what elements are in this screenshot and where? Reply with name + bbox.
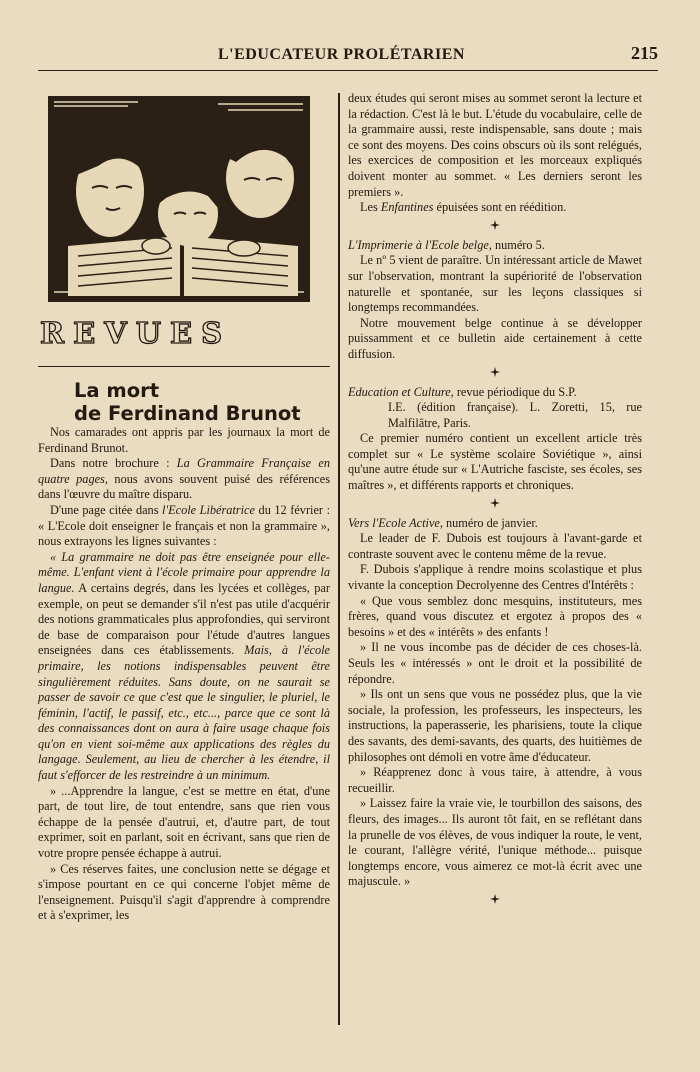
- paragraph: Le leader de F. Dubois est toujours à l'avant-garde et contraste souvent avec le contenu même de la revue.: [348, 531, 642, 561]
- quotation: « La grammaire ne doit pas être enseignée pour elle-même. L'enfant vient à l'école primaire pour apprendre la langue. A certains degrés, dans les lycées et collèges, par exemple, on peut se demander s'il n'est pas utile d'acquérir des notions grammaticales plus approfondies, qui serviront de base de comparaison pour l'étude d'autres langues enseignées dans ces établissements. Mais, à l'école primaire, les notions indispensables peuvent être singulièrement réduites. Sans doute, on ne saurait se passer de savoir ce que c'est que le singulier, le pluriel, le féminin, l'actif, le passif, etc., etc..., parce que ce sont là des connaissances dont on aura à faire usage chaque fois qu'on en vient soi-même aux applications des règles du langage. Seulement, au lieu de chercher à les étendre, il faut s'efforcer de les restreindre à un minimum.: [38, 549, 331, 783]
- paragraph: deux études qui seront mises au sommet seront la lecture et la rédaction. C'est là le but. L'étude du vocabulaire, celle de la grammaire aussi, reste indispensable, sans doute ; mais ce sont des moyens. Des coins obscurs où ils sont relégués, les exercices de composition et les morceaux expliqués doivent monter au sommet. « Les derniers seront les premiers ».: [348, 91, 642, 199]
- section-rule: [38, 366, 330, 367]
- headline-line-1: La mort: [74, 379, 160, 402]
- right-column: [348, 91, 642, 912]
- ornament-icon: [348, 892, 642, 906]
- running-header: [38, 40, 658, 71]
- paragraph: Les Enfantines épuisées sont en réédition.: [360, 200, 567, 215]
- paragraph: Le nº 5 vient de paraître. Un intéressant article de Mawet sur l'observation, montrant la supériorité de l'observation naturelle et spontanée, sur les leçons classiques si longtemps recommandées.: [348, 253, 642, 315]
- paragraph: Dans notre brochure : La Grammaire Française en quatre pages, nous avons souvent puisé des références dans l'œuvre du maître disparu.: [38, 456, 331, 502]
- paragraph: D'une page citée dans l'Ecole Libératrice du 12 février : « L'Ecole doit enseigner le français et non la grammaire », nous extrayons les lignes suivantes :: [38, 502, 330, 549]
- paragraph: » Ces réserves faites, une conclusion nette se dégage et s'impose pourtant en ce qui concerne l'objet même de l'enseignement. Puisqu'il s'agit d'apprendre à comprendre et à s'exprimer, les: [38, 861, 330, 923]
- headline-line-2: de Ferdinand Brunot: [74, 402, 301, 425]
- quotation: » ...Apprendre la langue, c'est se mettre en état, d'une part, de tout lire, de tout entendre, sans que rien vous échappe de la pensée d'autrui, et, d'autre part, de tout exprimer, soit en parlant, soit en écrivant, sans que rien de votre propre pensée échappe à autrui.: [38, 783, 330, 861]
- journal-title: L'EDUCATEUR PROLÉTARIEN: [218, 46, 465, 63]
- quotation: » Ils ont un sens que vous ne possédez plus, que la vie sociale, la profession, les professeurs, les inspecteurs, les instructions, la paperasserie, les pharisiens, toute la clique des savants, des demi-savants, des quarts, des huitièmes de philosophes ont démoli en votre âme d'éducateur.: [348, 687, 642, 764]
- section-title-revues: REVUES: [40, 316, 232, 350]
- ornament-icon: [348, 365, 642, 379]
- review-title: Vers l'Ecole Active, numéro de janvier.: [348, 515, 538, 530]
- review-title: L'Imprimerie à l'Ecole belge, numéro 5.: [348, 237, 545, 252]
- review-address: I.E. (édition française). L. Zoretti, 15, rue Malfilâtre, Paris.: [388, 400, 642, 430]
- quotation: » Réapprenez donc à vous taire, à attendre, à vous recueillir.: [348, 765, 642, 795]
- paragraph: Ce premier numéro contient un excellent article très complet sur « Le système scolaire Soviétique », ainsi qu'une autre étude sur « L'Autriche fasciste, ses écoles, ses maîtres », et différents rapports et chroniques.: [348, 431, 642, 493]
- quotation: » Laissez faire la vraie vie, le tourbillon des saisons, des fleurs, des images... Ils auront tôt fait, en se reflétant dans la prunelle de vos élèves, de vous indiquer la route, le vent, le courant, l'allègre vérité, l'unique méthode... puisque longtemps encore, vous aimerez ce mot-là écrit avec une majuscule. »: [348, 796, 642, 889]
- quotation: » Il ne vous incombe pas de décider de ces choses-là. Seuls les « intéressés » ont le droit et la possibilité de répondre.: [348, 640, 642, 686]
- ornament-icon: [348, 218, 642, 232]
- article-headline: [38, 379, 330, 425]
- quotation: « Que vous semblez donc mesquins, instituteurs, mes frères, quand vous discutez et ergotez à propos des « besoins » et des « intérêts » des enfants !: [348, 593, 642, 639]
- paragraph: Notre mouvement belge continue à se développer puissamment et ce bulletin aide certainement à cette diffusion.: [348, 315, 642, 361]
- paragraph: Nos camarades ont appris par les journaux la mort de Ferdinand Brunot.: [38, 425, 330, 455]
- ornament-icon: [348, 496, 642, 510]
- woodcut-illustration: [48, 96, 310, 302]
- column-divider: [338, 93, 340, 1025]
- page-number: 215: [631, 43, 658, 63]
- review-title: Education et Culture, revue périodique du S.P.: [348, 384, 577, 399]
- left-article-body: [38, 425, 330, 924]
- left-column: [38, 96, 330, 924]
- paragraph: F. Dubois s'applique à rendre moins scolastique et plus vivante la conception Decrolyenne des Centres d'Intérêts :: [348, 562, 642, 593]
